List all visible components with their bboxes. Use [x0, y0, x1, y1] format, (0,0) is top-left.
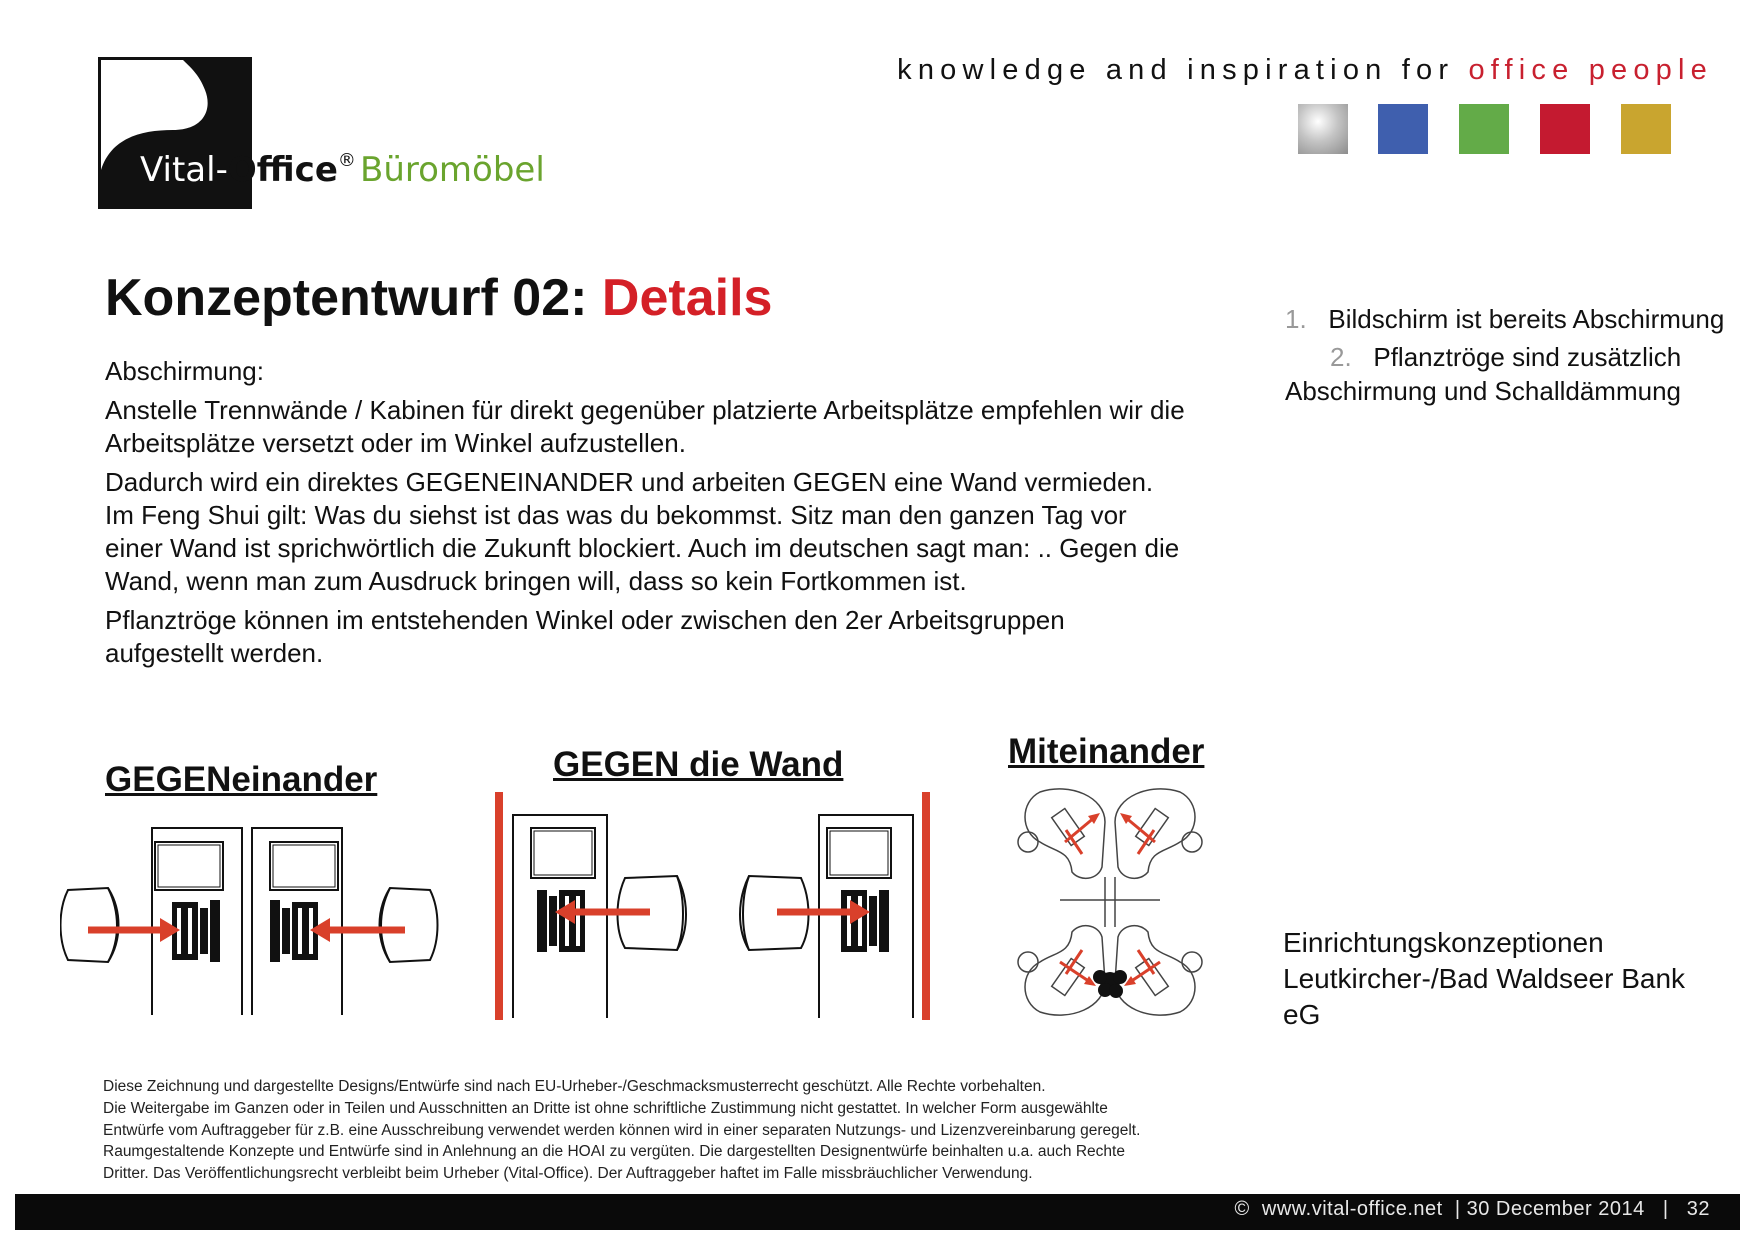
page-title — [105, 268, 772, 328]
tagline-part2: office people — [1468, 54, 1713, 86]
list-text: Pflanztröge sind zusätzlich Abschirmung und Schalldämmung — [1285, 342, 1682, 406]
disclaimer — [103, 1076, 1243, 1185]
project-caption: Einrichtungskonzeptionen Leutkircher-/Bad Waldseer Bank eG — [1283, 927, 1686, 1030]
disclaimer-line: Entwürfe vom Auftraggeber für z.B. eine Ausschreibung verwendet werden können wird in einer separaten Nutzungs- und Lizenzvereinbarung geregelt. — [103, 1121, 1141, 1139]
swatch-red — [1540, 104, 1590, 154]
disclaimer-line: Dritter. Das Veröffentlichungsrecht verbleibt beim Urheber (Vital-Office). Der Auftraggeber haftet im Falle missbräuchlicher Verwendung. — [103, 1165, 1033, 1183]
swatch-green — [1459, 104, 1509, 154]
logo-brand-part1: Vital- — [140, 150, 228, 190]
diagram-miteinander — [1010, 782, 1210, 1022]
footer-date: 30 December 2014 — [1466, 1198, 1645, 1220]
heading-gegen-wand: GEGEN die Wand — [553, 745, 844, 784]
logo-wordmark — [140, 150, 356, 190]
list-item — [1285, 302, 1755, 336]
body-paragraph-3: Dadurch wird ein direktes GEGENEINANDER und arbeiten GEGEN eine Wand vermieden. Im Feng Shui gilt: Was du siehst ist das was du bekommst. Sitz man den ganzen Tag vor einer Wand ist sprichwörtlich die Zukunft blockiert. Auch im deutschen sagt man: .. Gegen die Wand, wenn man zum Ausdruck bringen will, dass so kein Fortkommen ist. — [105, 467, 1180, 596]
diagram-gegen-wand — [485, 790, 940, 1020]
logo-registered: ® — [337, 150, 356, 171]
logo-brand-part2: Office — [227, 150, 338, 190]
footer-text: © www.vital-office.net | 30 December 2014 | 32 — [1234, 1198, 1710, 1220]
list-item — [1285, 340, 1755, 408]
list-number: 1. — [1285, 304, 1307, 334]
title-part2: Details — [601, 269, 773, 327]
disclaimer-line: Diese Zeichnung und dargestellte Designs/Entwürfe sind nach EU-Urheber-/Geschmacksmusterrecht geschützt. Alle Rechte vorbehalten. — [103, 1078, 1046, 1095]
footer-bar — [15, 1194, 1740, 1230]
body-paragraph-2: Anstelle Trennwände / Kabinen für direkt gegenüber platzierte Arbeitsplätze empfehlen wir die Arbeitsplätze versetzt oder im Winkel aufzustellen. — [105, 395, 1185, 458]
swatch-silver — [1298, 104, 1348, 154]
list-number: 2. — [1330, 342, 1352, 372]
swatch-gold — [1621, 104, 1671, 154]
disclaimer-line: Raumgestaltende Konzepte und Entwürfe sind in Anlehnung an die HOAI zu vergüten. Die dargestellten Designentwürfe beinhalten u.a. auch Rechte — [103, 1143, 1125, 1161]
page-number: 32 — [1686, 1198, 1710, 1220]
list-text: Bildschirm ist bereits Abschirmung — [1328, 304, 1725, 334]
copyright-symbol: © — [1234, 1198, 1250, 1220]
footer-url[interactable]: www.vital-office.net — [1261, 1198, 1443, 1220]
title-part1: Konzeptentwurf 02: — [105, 269, 602, 327]
body-paragraph-1: Abschirmung: — [105, 356, 264, 386]
body-paragraph-4: Pflanztröge können im entstehenden Winkel oder zwischen den 2er Arbeitsgruppen aufgestellt werden. — [105, 605, 1065, 668]
swatch-blue — [1378, 104, 1428, 154]
heading-gegeneinander: GEGENeinander — [105, 760, 378, 799]
right-list — [1285, 302, 1755, 408]
heading-miteinander: Miteinander — [1008, 732, 1205, 771]
disclaimer-line: Die Weitergabe im Ganzen oder in Teilen und Ausschnitten an Dritte ist ohne schriftliche Zustimmung nicht gestattet. In welcher Form ausgewählte — [103, 1099, 1108, 1117]
logo-subtitle: Büromöbel — [360, 150, 545, 190]
tagline-part1: knowledge and inspiration for — [897, 54, 1469, 86]
tagline — [897, 54, 1713, 87]
body-text — [105, 355, 1185, 676]
diagram-gegeneinander — [60, 820, 440, 1020]
